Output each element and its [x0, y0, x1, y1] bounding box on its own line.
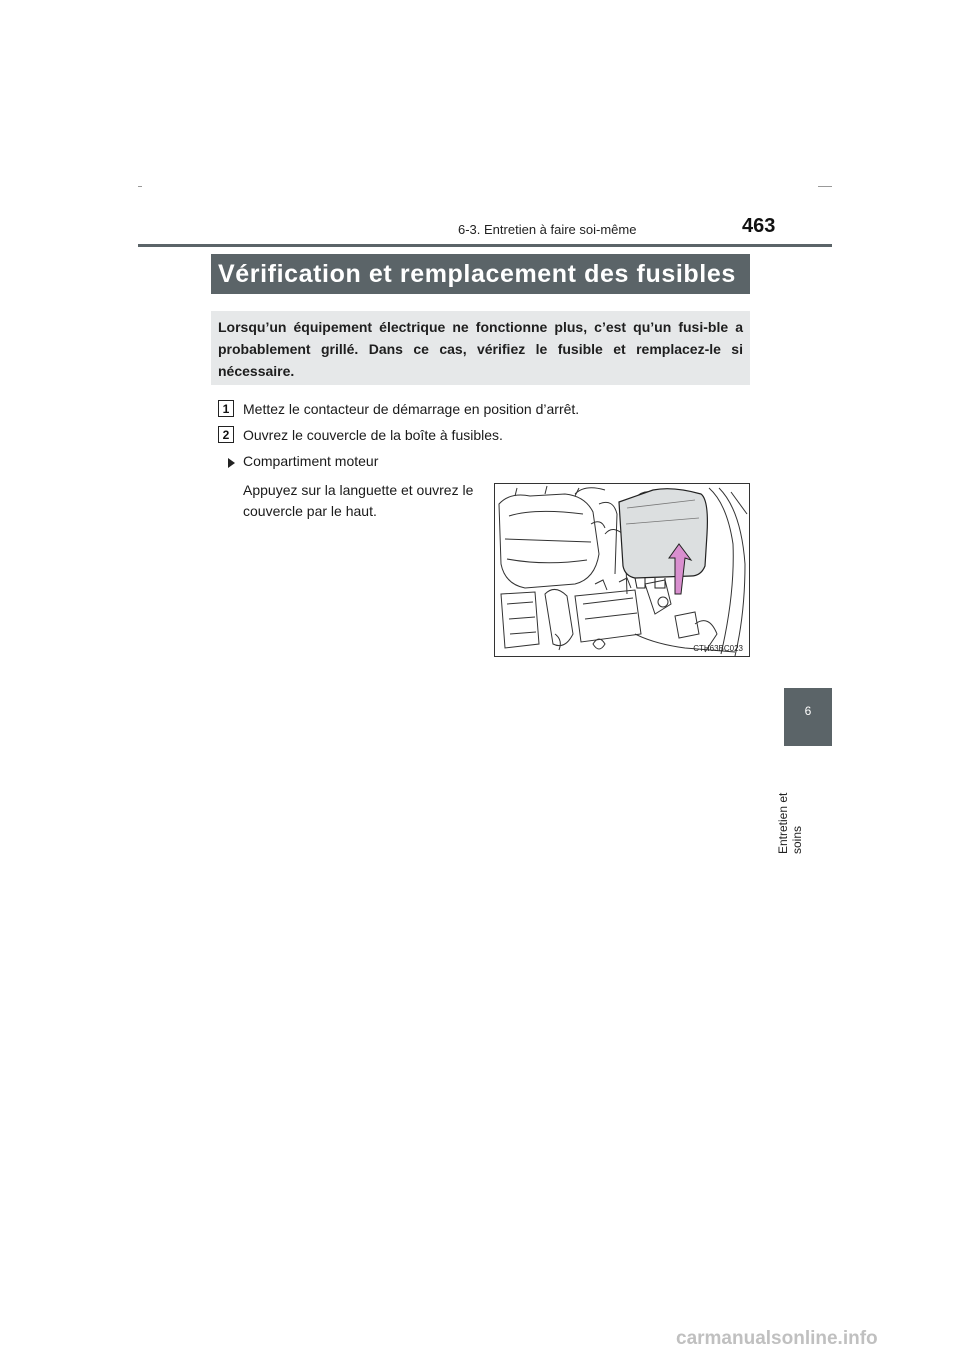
crop-mark-left: [138, 186, 142, 187]
figure-code: CTH63BC023: [693, 644, 743, 653]
step-number-badge: 1: [218, 400, 234, 417]
fuse-box-cover: [619, 489, 707, 578]
step-text: Mettez le contacteur de démarrage en position d’arrêt.: [243, 401, 580, 417]
engine-compartment-illustration: [495, 484, 750, 657]
page-number: 463: [742, 215, 776, 237]
watermark: carmanualsonline.info: [676, 1328, 878, 1349]
step-number-badge: 2: [218, 426, 234, 443]
subheading: Compartiment moteur: [243, 453, 379, 469]
intro-box: [211, 311, 750, 385]
chapter-label: Entretien et soins: [776, 792, 804, 854]
header-rule: [138, 244, 832, 247]
section-title: Vérification et remplacement des fusibles: [211, 254, 750, 294]
step-text: Ouvrez le couvercle de la boîte à fusibles.: [243, 427, 503, 443]
chapter-number: 6: [804, 704, 812, 718]
instruction-text: Appuyez sur la languette et ouvrez le couvercle par le haut.: [243, 482, 474, 519]
intro-text: Lorsqu’un équipement électrique ne fonctionne plus, c’est qu’un fusi-ble a probablement grillé. Dans ce cas, vérifiez le fusible et remplacez-le si nécessaire.: [218, 319, 743, 379]
chapter-tab: [784, 688, 832, 746]
triangle-bullet-icon: [228, 458, 235, 468]
engine-compartment-figure: [494, 483, 750, 657]
crop-mark-right: [818, 186, 832, 187]
header-section-title: 6-3. Entretien à faire soi-même: [458, 222, 637, 237]
